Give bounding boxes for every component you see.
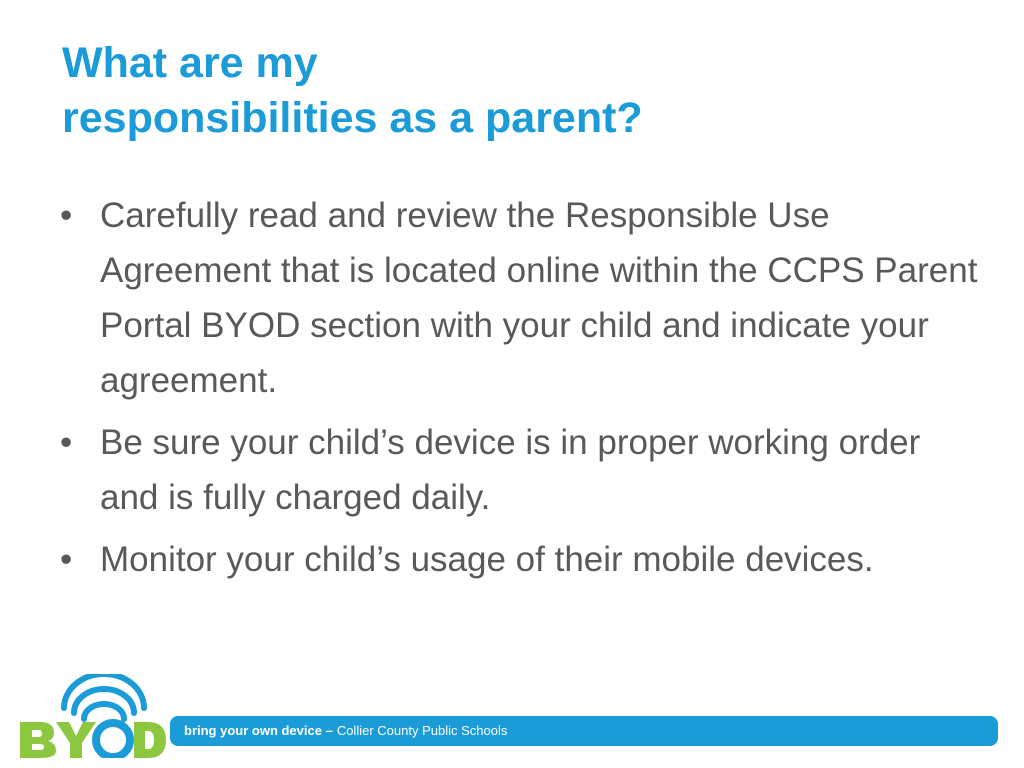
bullet-list: [58, 188, 978, 594]
bullet-item-1: [58, 188, 978, 408]
bullet-marker: •: [60, 196, 73, 235]
bullet-item-3: [58, 532, 978, 587]
footer-organization: Collier County Public Schools: [336, 723, 508, 738]
bullet-text-2: Be sure your child’s device is in proper working order and is fully charged daily.: [100, 423, 921, 517]
bullet-marker: •: [60, 540, 73, 579]
slide-title-line-2: responsibilities as a parent?: [62, 94, 643, 142]
wifi-signal-icon: [64, 674, 144, 719]
byod-logo: [16, 674, 168, 758]
bullet-marker: •: [60, 423, 73, 462]
byod-logo-graphic: [16, 674, 168, 758]
footer-tagline: bring your own device –: [184, 723, 333, 738]
slide-title: [62, 36, 962, 146]
bullet-item-2: [58, 415, 978, 525]
bullet-text-1: Carefully read and review the Responsible Use Agreement that is located online within the CCPS Parent Portal BYOD section with your child and indicate your agreement.: [100, 196, 978, 400]
footer-banner: [170, 716, 998, 746]
slide-title-line-1: What are my: [62, 39, 318, 87]
byod-logo-letters: [20, 722, 166, 758]
slide-footer: [0, 670, 1024, 768]
bullet-text-3: Monitor your child’s usage of their mobile devices.: [100, 540, 874, 579]
